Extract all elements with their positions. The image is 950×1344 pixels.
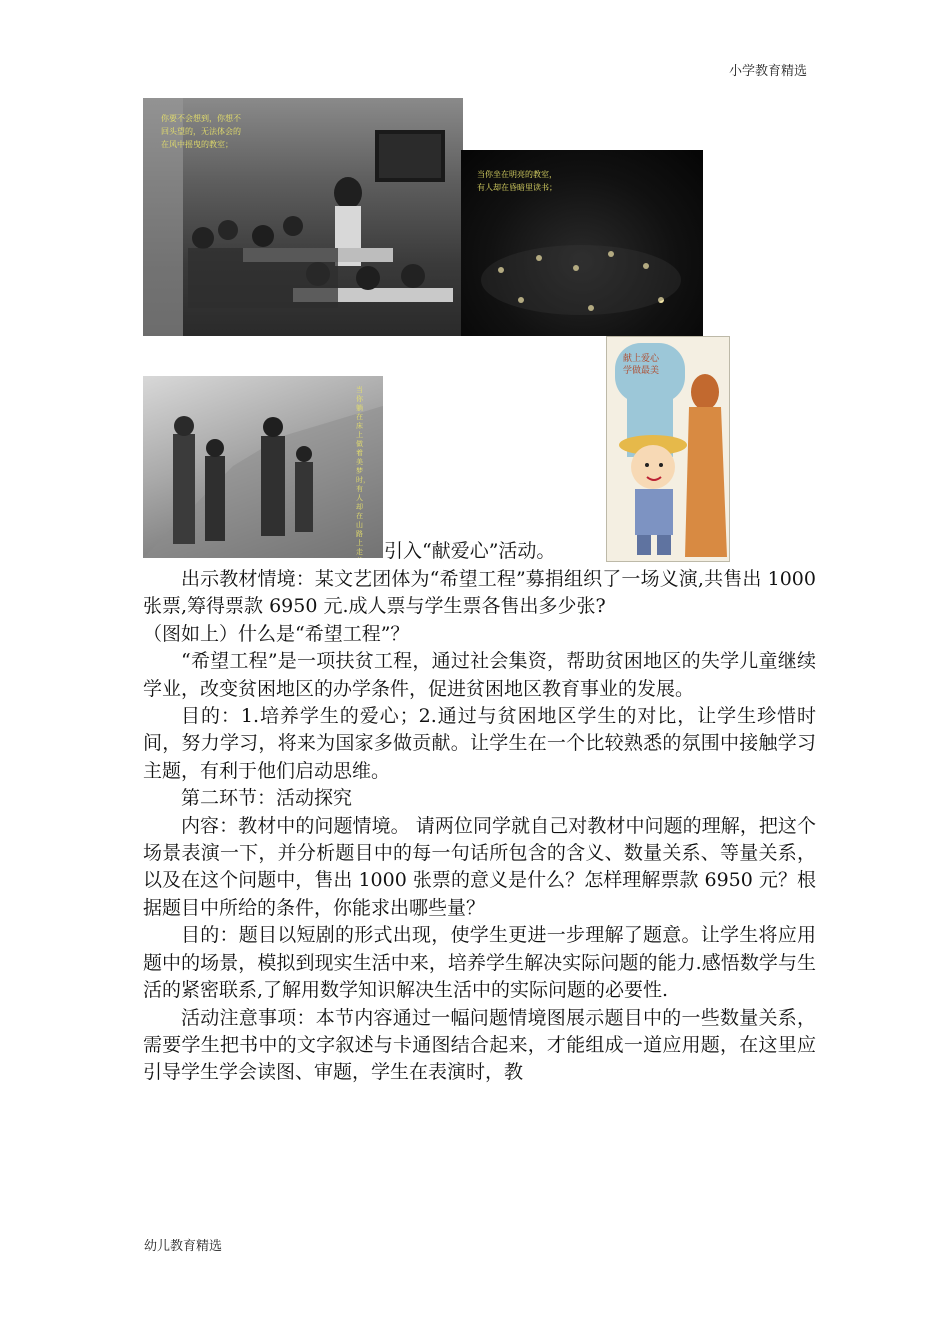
mountain-path-photo — [143, 376, 383, 558]
document-body — [143, 566, 816, 1087]
paragraph-purpose-one: 目的：1.培养学生的爱心；2.通过与贫困地区学生的对比，让学生珍惜时间，努力学习，将来为国家多做贡献。让学生在一个比较熟悉的氛围中接触学习主题，有利于他们启动思维。 — [143, 705, 816, 782]
candlelit-photo-caption: 当你坐在明亮的教室， 有人却在昏暗里读书； — [477, 170, 557, 192]
page-header: 小学教育精选 — [728, 64, 807, 79]
paragraph-what-is-hope-project: （图如上）什么是“希望工程”？ — [143, 622, 410, 645]
candlelit-classroom-photo — [461, 150, 703, 336]
paragraph-textbook-situation: 出示教材情境：某文艺团体为“希望工程”募捐组织了一场义演,共售出 1000 张票,筹得票款 6950 元.成人票与学生票各售出多少张? — [143, 568, 816, 618]
paragraph-activity-notes: 活动注意事项：本节内容通过一幅问题情境图展示题目中的一些数量关系，需要学生把书中的文字叙述与卡通图结合起来，才能组成一道应用题，在这里应引导学生学会读图、审题，学生在表演时，教 — [143, 1006, 816, 1084]
paragraph-content: 内容：教材中的问题情境。 请两位同学就自己对教材中问题的理解，把这个场景表演一下，并分析题目中的每一句话所包含的含义、数量关系、等量关系，以及在这个问题中，售出 1000 张票的意义是什么？怎样理解票款 6950 元？根据题目中所给的条件，你能求出哪些量？ — [143, 814, 816, 919]
mountain-path-photo-caption: 当你躺在床上做着美梦时，有人却在山路上走 — [356, 386, 370, 556]
intro-activity-line: 引入“献爱心”活动。 — [384, 540, 556, 562]
section-heading-activity-exploration: 第二环节：活动探究 — [181, 787, 353, 810]
classroom-photo — [143, 98, 463, 336]
paragraph-purpose-two: 目的：题目以短剧的形式出现，使学生更进一步理解了题意。让学生将应用题中的场景，模拟到现实生活中来，培养学生解决实际问题的能力.感悟数学与生活的紧密联系,了解用数学知识解决生活中的实际问题的必要性. — [143, 924, 816, 1002]
cartoon-illustration — [606, 336, 730, 562]
mountain-path-scene-graphic — [143, 376, 383, 558]
page-footer: 幼儿教育精选 — [144, 1239, 223, 1254]
cartoon-sign-text: 献上爱心 学做最美 — [623, 354, 660, 376]
paragraph-hope-project-definition: “希望工程”是一项扶贫工程，通过社会集资，帮助贫困地区的失学儿童继续学业，改变贫困地区的办学条件，促进贫困地区教育事业的发展。 — [143, 650, 816, 700]
classroom-photo-caption: 你要不会想到，你想不 回头望的，无法体会的 在风中摇曳的教室； — [161, 114, 241, 149]
